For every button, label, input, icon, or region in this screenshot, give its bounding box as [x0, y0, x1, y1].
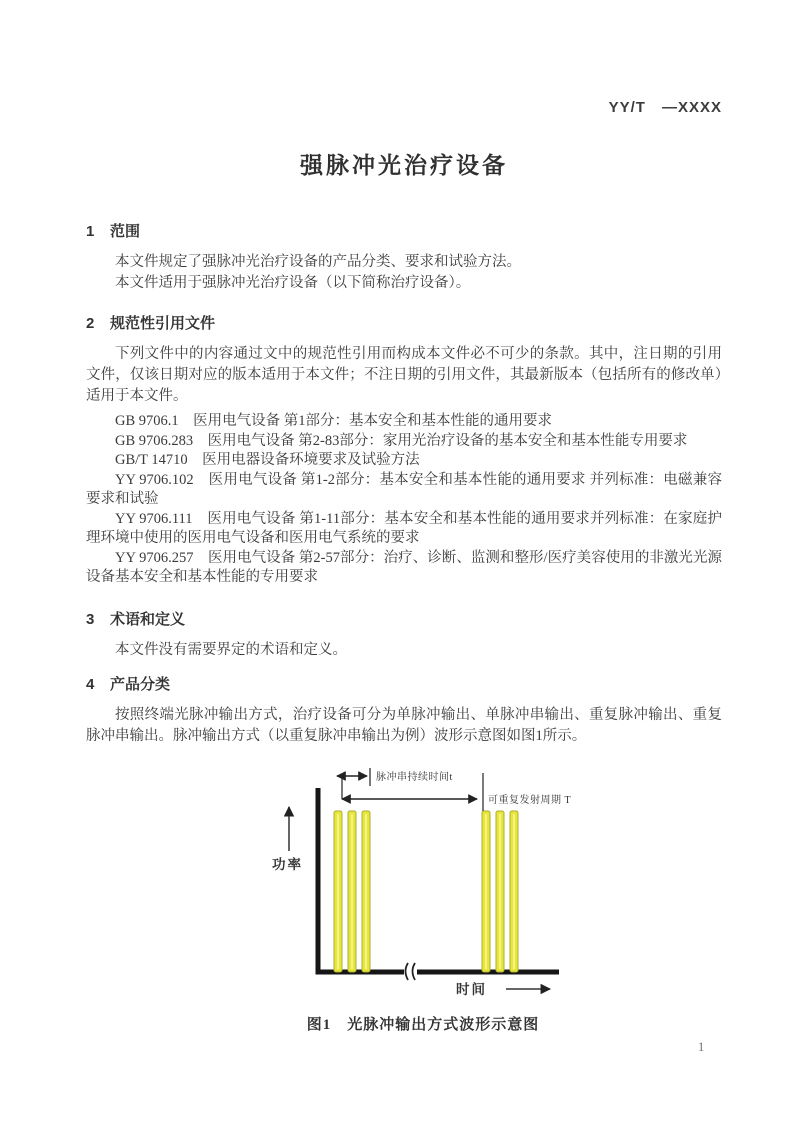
figure-1-waveform-diagram [258, 761, 578, 1011]
section-1-title: 范围 [110, 223, 141, 240]
section-3-title: 术语和定义 [110, 610, 186, 628]
section-4-paragraph: 按照终端光脉冲输出方式，治疗设备可分为单脉冲输出、单脉冲串输出、重复脉冲输出、重复脉冲串输出。脉冲输出方式（以重复脉冲串输出为例）波形示意图如图1所示。 [86, 706, 722, 744]
page-number: 1 [698, 1040, 705, 1054]
pulse-train-duration-label: 脉冲串持续时间t [376, 771, 453, 783]
reference-item: YY 9706.102 医用电气设备 第1-2部分：基本安全和基本性能的通用要求 并列标准：电磁兼容 要求和试验 [86, 471, 722, 507]
reference-item: GB 9706.1 医用电气设备 第1部分：基本安全和基本性能的通用要求 [115, 413, 553, 429]
normative-references-list [86, 412, 722, 588]
section-1-heading [86, 222, 722, 242]
document-title: 强脉冲光治疗设备 [300, 152, 508, 178]
waveform-diagram-svg [258, 761, 578, 1006]
pulse-group-2 [482, 811, 518, 972]
page-content [0, 96, 800, 1034]
reference-item: YY 9706.257 医用电气设备 第2-57部分：治疗、诊断、监测和整形/医疗美容使用的非激光光源设备基本安全和基本性能的专用要求 [86, 549, 722, 585]
section-2-paragraph: 下列文件中的内容通过文中的规范性引用而构成本文件必不可少的条款。其中，注日期的引用文件，仅该日期对应的版本适用于本文件；不注日期的引用文件，其最新版本（包括所有的修改单）适用于本文件。 [86, 346, 722, 404]
reference-item: GB/T 14710 医用电器设备环境要求及试验方法 [115, 452, 420, 468]
section-4-number: 4 [86, 675, 95, 693]
section-2-heading [86, 314, 722, 334]
section-2-number: 2 [86, 315, 95, 332]
section-4-heading [86, 675, 722, 695]
section-3-heading [86, 610, 722, 630]
section-4-title: 产品分类 [110, 675, 171, 693]
y-axis-label: 功率 [272, 856, 303, 872]
reference-item: YY 9706.111 医用电气设备 第1-11部分：基本安全和基本性能的通用要求并列标准：在家庭护理环境中使用的医用电气设备和医用电气系统的要求 [86, 510, 722, 546]
figure-1-caption: 图1 光脉冲输出方式波形示意图 [306, 1016, 540, 1033]
repeat-period-label: 可重复发射周期 T [488, 794, 572, 806]
section-1-number: 1 [86, 223, 95, 240]
reference-item: GB 9706.283 医用电气设备 第2-83部分：家用光治疗设备的基本安全和基本性能专用要求 [115, 432, 688, 449]
section-1-paragraph: 本文件适用于强脉冲光治疗设备（以下简称治疗设备）。 [115, 275, 471, 291]
standard-code: YY/T —XXXX [608, 99, 722, 116]
section-3-number: 3 [86, 610, 95, 628]
section-2-title: 规范性引用文件 [110, 315, 216, 332]
x-axis-label: 时间 [456, 981, 487, 997]
section-3-paragraph: 本文件没有需要界定的术语和定义。 [115, 641, 347, 658]
pulse-group-1 [334, 811, 370, 972]
section-1-paragraph: 本文件规定了强脉冲光治疗设备的产品分类、要求和试验方法。 [115, 254, 521, 270]
